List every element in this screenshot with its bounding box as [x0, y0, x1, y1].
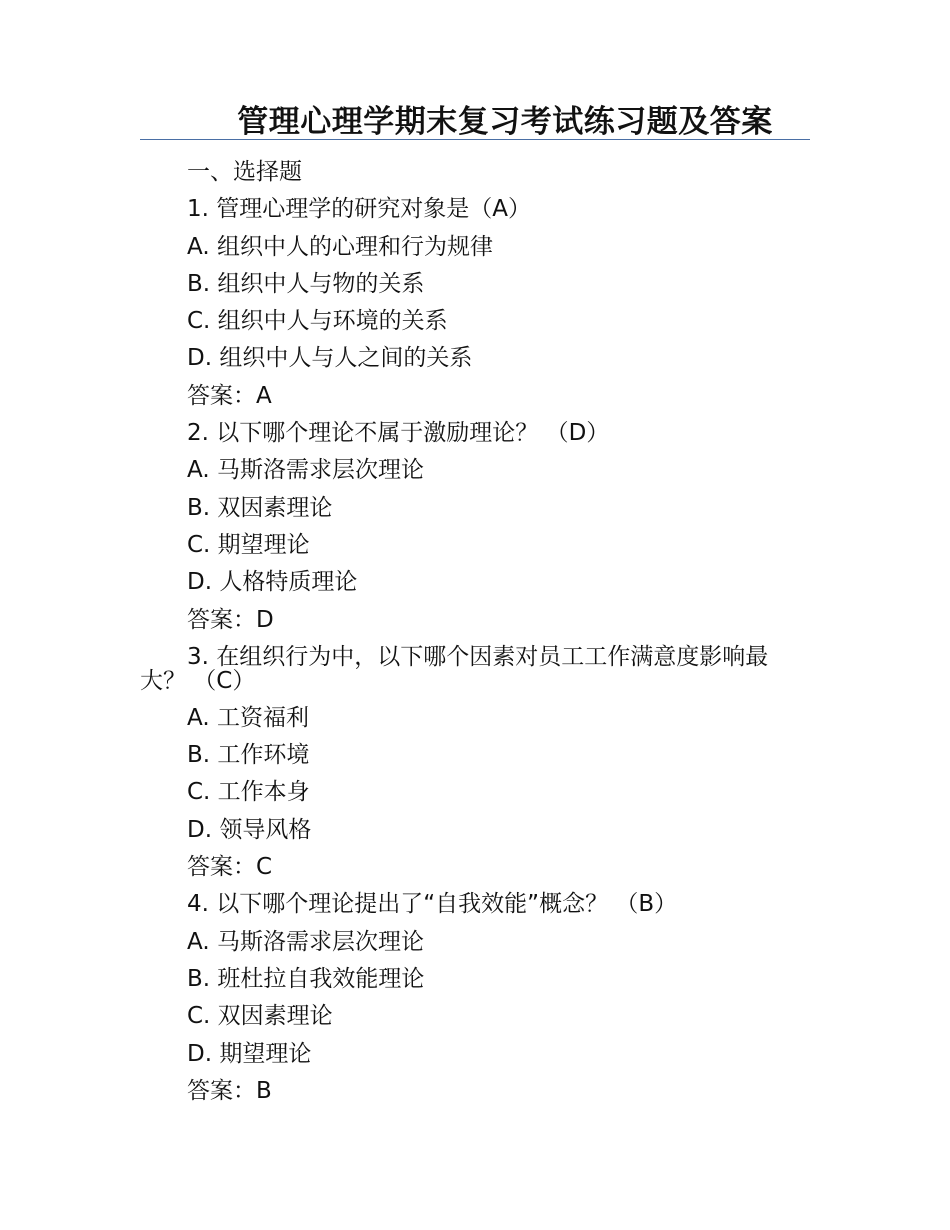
question-option: D. 领导风格 — [187, 816, 312, 843]
question-option: C. 工作本身 — [187, 779, 310, 806]
question-option: B. 双因素理论 — [187, 494, 333, 521]
question-answer: 答案：B — [187, 1077, 272, 1104]
question-option: D. 人格特质理论 — [187, 569, 358, 596]
question-option: D. 组织中人与人之间的关系 — [187, 345, 473, 372]
question-stem: 4. 以下哪个理论提出了“自我效能”概念？ （B） — [187, 891, 678, 918]
question-stem-line-2: 大？ （C） — [140, 667, 256, 694]
question-stem: 2. 以下哪个理论不属于激励理论？ （D） — [187, 420, 610, 447]
question-option: B. 班杜拉自我效能理论 — [187, 965, 425, 992]
question-option: D. 期望理论 — [187, 1040, 312, 1067]
document-title: 管理心理学期末复习考试练习题及答案 — [237, 104, 773, 140]
question-option: C. 期望理论 — [187, 531, 310, 558]
question-stem-line-1: 3. 在组织行为中，以下哪个因素对员工工作满意度影响最 — [187, 643, 769, 670]
document-body — [140, 154, 810, 1110]
section-heading: 一、选择题 — [187, 159, 302, 185]
question-answer: 答案：C — [187, 854, 273, 881]
question-answer: 答案：D — [187, 606, 274, 633]
question-option: B. 组织中人与物的关系 — [187, 270, 425, 297]
question-option: A. 马斯洛需求层次理论 — [187, 928, 424, 955]
title-underline — [140, 139, 810, 140]
question-option: C. 双因素理论 — [187, 1003, 333, 1030]
question-stem: 1. 管理心理学的研究对象是（A） — [187, 196, 531, 223]
question-option: A. 马斯洛需求层次理论 — [187, 457, 424, 484]
question-option: B. 工作环境 — [187, 742, 310, 769]
question-option: A. 组织中人的心理和行为规律 — [187, 233, 493, 260]
question-answer: 答案：A — [187, 382, 272, 409]
question-option: A. 工资福利 — [187, 704, 309, 731]
question-option: C. 组织中人与环境的关系 — [187, 308, 448, 335]
question-stem-wrapped — [140, 639, 810, 700]
